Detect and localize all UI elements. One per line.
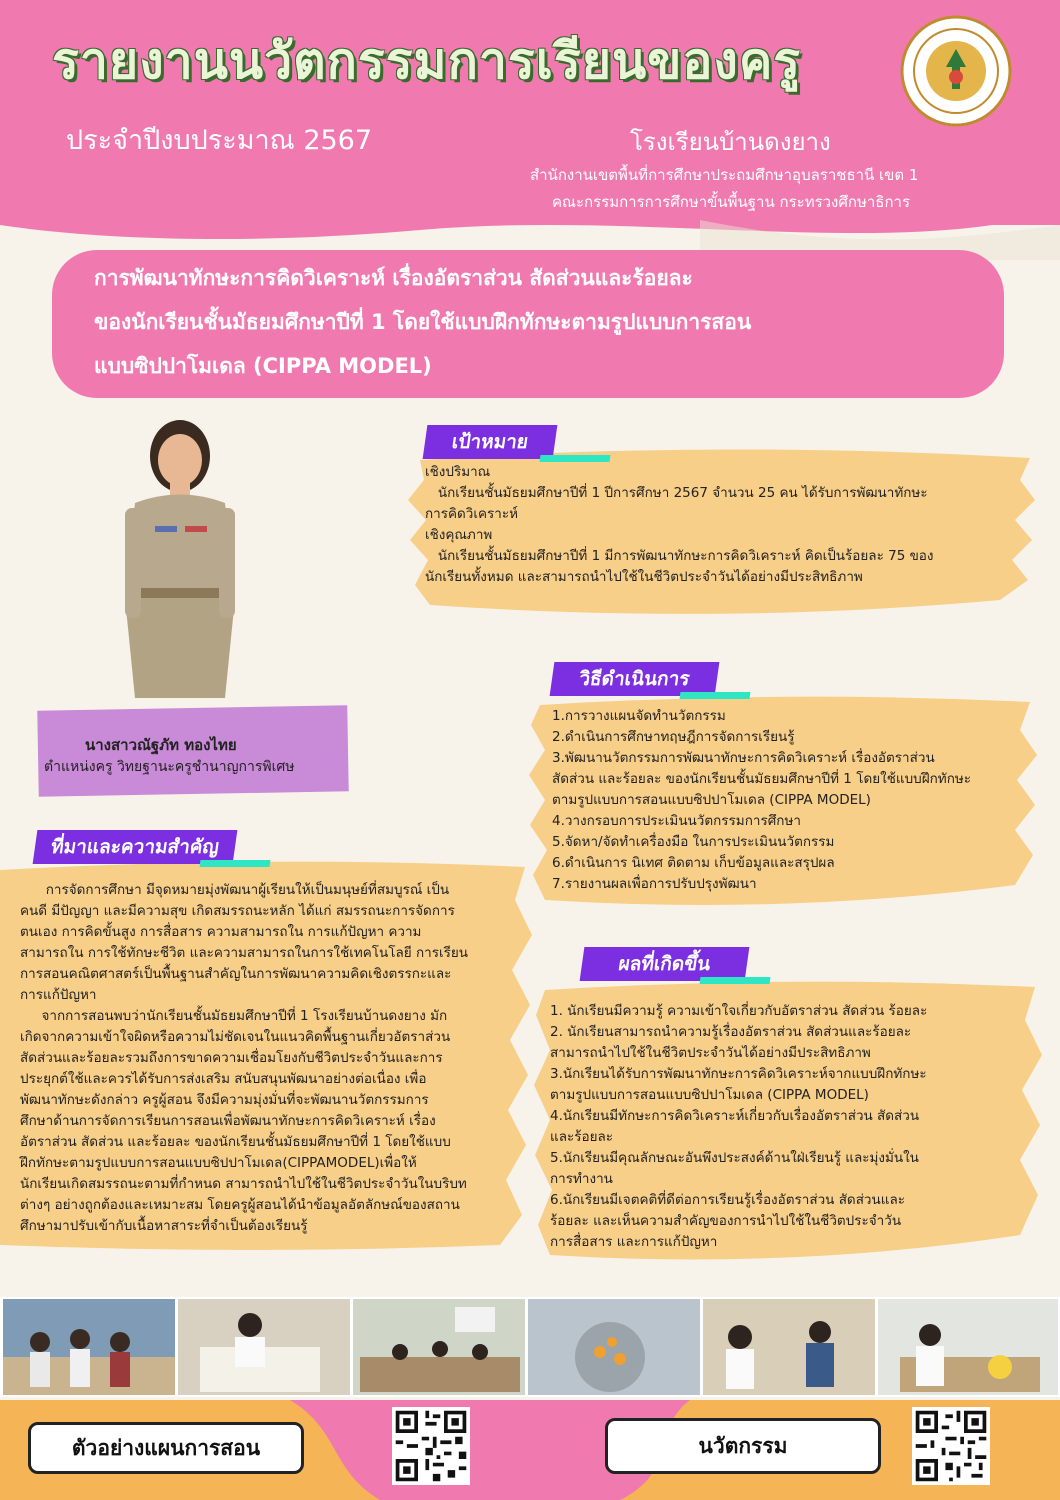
background-line: ตนเอง การคิดขั้นสูง การสื่อสาร ความสามารถใน การแก้ปัญหา ความ	[20, 924, 422, 940]
activity-photo-2	[178, 1299, 350, 1395]
school-logo-icon	[900, 15, 1012, 127]
background-line: พัฒนาทักษะดังกล่าว ครูผู้สอน จึงมีความมุ่งมั่นที่จะพัฒนานวัตกรรมการ	[20, 1092, 429, 1108]
background-line: สัดส่วนและร้อยละรวมถึงการขาดความเชื่อมโยงกับชีวิตประจำวันและการ	[20, 1050, 443, 1066]
methods-line: 5.จัดหา/จัดทำเครื่องมือ ในการประเมินนวัตกรรม	[552, 834, 835, 850]
lesson-plan-qr-code-icon[interactable]	[392, 1407, 470, 1485]
methods-label: วิธีดำเนินการ	[550, 662, 720, 696]
background-line: การสอนคณิตศาสตร์เป็นพื้นฐานสำคัญในการพัฒนาความคิดเชิงตรรกะและ	[20, 966, 452, 982]
activity-photo-3	[353, 1299, 525, 1395]
methods-line: 3.พัฒนานวัตกรรมการพัฒนาทักษะการคิดวิเคราะห์ เรื่องอัตราส่วน	[552, 750, 935, 766]
innovation-qr-code-icon[interactable]	[912, 1407, 990, 1485]
results-label: ผลที่เกิดขึ้น	[580, 947, 750, 981]
methods-line: 1.การวางแผนจัดทำนวัตกรรม	[552, 708, 726, 724]
page-title: รายงานนวัตกรรมการเรียนของครู	[52, 32, 802, 90]
methods-line: 2.ดำเนินการศึกษาทฤษฎีการจัดการเรียนรู้	[552, 729, 795, 745]
education-board: คณะกรรมการการศึกษาขั้นพื้นฐาน กระทรวงศึกษาธิการ	[552, 193, 911, 211]
results-line: 1. นักเรียนมีความรู้ ความเข้าใจเกี่ยวกับอัตราส่วน สัดส่วน ร้อยละ	[550, 1003, 928, 1019]
results-line: 6.นักเรียนมีเจตคติที่ดีต่อการเรียนรู้เรื่องอัตราส่วน สัดส่วนและ	[550, 1192, 905, 1208]
results-line: สามารถนำไปใช้ในชีวิตประจำวันได้อย่างมีประสิทธิภาพ	[550, 1045, 871, 1061]
results-line: 2. นักเรียนสามารถนำความรู้เรื่องอัตราส่วน สัดส่วนและร้อยละ	[550, 1024, 912, 1040]
fiscal-year: ประจำปีงบประมาณ 2567	[66, 125, 373, 156]
background-line: จากการสอนพบว่านักเรียนชั้นมัธยมศึกษาปีที่ 1 โรงเรียนบ้านดงยาง มัก	[20, 1008, 448, 1024]
project-title-line-1: การพัฒนาทักษะการคิดวิเคราะห์ เรื่องอัตราส่วน สัดส่วนและร้อยละ	[94, 266, 693, 290]
project-title-line-3: แบบซิปปาโมเดล (CIPPA MODEL)	[94, 354, 432, 378]
background-line: คนดี มีปัญญา และมีความสุข เกิดสมรรถนะหลัก ได้แก่ สมรรถนะการจัดการ	[20, 903, 455, 919]
results-line: ร้อยละ และเห็นความสำคัญของการนำไปใช้ในชีวิตประจำวัน	[550, 1213, 902, 1229]
methods-text	[552, 706, 971, 895]
background-line: ศึกษาด้านการจัดการเรียนการสอนเพื่อพัฒนาทักษะการคิดวิเคราะห์ เรื่อง	[20, 1113, 436, 1129]
goals-label-accent	[540, 455, 611, 462]
activity-photo-1	[3, 1299, 175, 1395]
background-label: ที่มาและความสำคัญ	[33, 830, 238, 864]
methods-line: สัดส่วน และร้อยละ ของนักเรียนชั้นมัธยมศึกษาปีที่ 1 โดยใช้แบบฝึกทักษะ	[552, 771, 972, 787]
goals-line: เชิงปริมาณ	[425, 464, 491, 480]
background-text	[20, 880, 468, 1237]
background-line: การจัดการศึกษา มีจุดหมายมุ่งพัฒนาผู้เรียนให้เป็นมนุษย์ที่สมบูรณ์ เป็น	[20, 882, 450, 898]
education-office: สำนักงานเขตพื้นที่การศึกษาประถมศึกษาอุบลราชธานี เขต 1	[530, 166, 919, 184]
background-line: ฝึกทักษะตามรูปแบบการสอนแบบซิปปาโมเดล(CIPPAMODEL)เพื่อให้	[20, 1155, 417, 1171]
methods-label-accent	[680, 692, 751, 699]
goals-line: นักเรียนชั้นมัธยมศึกษาปีที่ 1 ปีการศึกษา 2567 จำนวน 25 คน ได้รับการพัฒนาทักษะ	[425, 485, 928, 501]
results-line: การทำงาน	[550, 1171, 613, 1187]
results-label-accent	[700, 977, 771, 984]
background-line: ต่างๆ อย่างถูกต้องและเหมาะสม โดยครูผู้สอนได้นำข้อมูลอัตลักษณ์ของสถาน	[20, 1197, 460, 1213]
background-line: ศึกษามาปรับเข้ากับเนื้อหาสาระที่จำเป็นต้องเรียนรู้	[20, 1218, 308, 1234]
background-line: เกิดจากความเข้าใจผิดหรือความไม่ชัดเจนในแนวคิดพื้นฐานเกี่ยวอัตราส่วน	[20, 1029, 451, 1045]
results-line: ตามรูปแบบการสอนแบบซิปปาโมเดล (CIPPA MODEL)	[550, 1087, 869, 1103]
goals-text	[425, 462, 934, 588]
background-line: ประยุกต์ใช้และควรได้รับการส่งเสริม สนับสนุนพัฒนาอย่างต่อเนื่อง เพื่อ	[20, 1071, 427, 1087]
methods-line: 7.รายงานผลเพื่อการปรับปรุงพัฒนา	[552, 876, 757, 892]
lesson-plan-button[interactable]: ตัวอย่างแผนการสอน	[28, 1422, 304, 1474]
innovation-button[interactable]: นวัตกรรม	[605, 1418, 881, 1474]
results-line: การสื่อสาร และการแก้ปัญหา	[550, 1234, 718, 1250]
methods-line: 6.ดำเนินการ นิเทศ ติดตาม เก็บข้อมูลและสรุปผล	[552, 855, 835, 871]
methods-line: ตามรูปแบบการสอนแบบซิปปาโมเดล (CIPPA MODEL)	[552, 792, 871, 808]
background-line: สามารถใน การใช้ทักษะชีวิต และความสามารถในการใช้เทคโนโลยี การเรียน	[20, 945, 468, 961]
methods-line: 4.วางกรอบการประเมินนวัตกรรมการศึกษา	[552, 813, 801, 829]
project-title-line-2: ของนักเรียนชั้นมัธยมศึกษาปีที่ 1 โดยใช้แบบฝึกทักษะตามรูปแบบการสอน	[94, 310, 752, 334]
results-text	[550, 1001, 927, 1253]
results-line: และร้อยละ	[550, 1129, 614, 1145]
teacher-position: ตำแหน่งครู วิทยฐานะครูชำนาญการพิเศษ	[44, 759, 295, 775]
activity-photo-6	[878, 1299, 1058, 1395]
goals-label: เป้าหมาย	[423, 425, 558, 459]
project-title-box	[52, 250, 1004, 398]
results-line: 3.นักเรียนได้รับการพัฒนาทักษะการคิดวิเคราะห์จากแบบฝึกทักษะ	[550, 1066, 927, 1082]
teacher-name: นางสาวณัฐภัท ทองไทย	[85, 736, 237, 754]
background-line: การแก้ปัญหา	[20, 987, 97, 1003]
goals-line: นักเรียนทั้งหมด และสามารถนำไปใช้ในชีวิตประจำวันได้อย่างมีประสิทธิภาพ	[425, 569, 863, 585]
results-line: 5.นักเรียนมีคุณลักษณะอันพึงประสงค์ด้านใฝ่เรียนรู้ และมุ่งมั่นใน	[550, 1150, 919, 1166]
background-label-accent	[200, 860, 271, 867]
activity-photo-4	[528, 1299, 700, 1395]
school-name: โรงเรียนบ้านดงยาง	[630, 128, 831, 156]
goals-line: เชิงคุณภาพ	[425, 527, 493, 543]
background-line: อัตราส่วน สัดส่วน และร้อยละ ของนักเรียนชั้นมัธยมศึกษาปีที่ 1 โดยใช้แบบ	[20, 1134, 451, 1150]
goals-line: นักเรียนชั้นมัธยมศึกษาปีที่ 1 มีการพัฒนาทักษะการคิดวิเคราะห์ คิดเป็นร้อยละ 75 ของ	[425, 548, 934, 564]
results-line: 4.นักเรียนมีทักษะการคิดวิเคราะห์เกี่ยวกับเรื่องอัตราส่วน สัดส่วน	[550, 1108, 920, 1124]
background-line: นักเรียนเกิดสมรรถนะตามที่กำหนด สามารถนำไปใช้ในชีวิตประจำวันในบริบท	[20, 1176, 467, 1192]
goals-line: การคิดวิเคราะห์	[425, 506, 519, 522]
activity-photo-strip	[0, 1297, 1060, 1397]
activity-photo-5	[703, 1299, 875, 1395]
teacher-photo	[85, 408, 275, 708]
